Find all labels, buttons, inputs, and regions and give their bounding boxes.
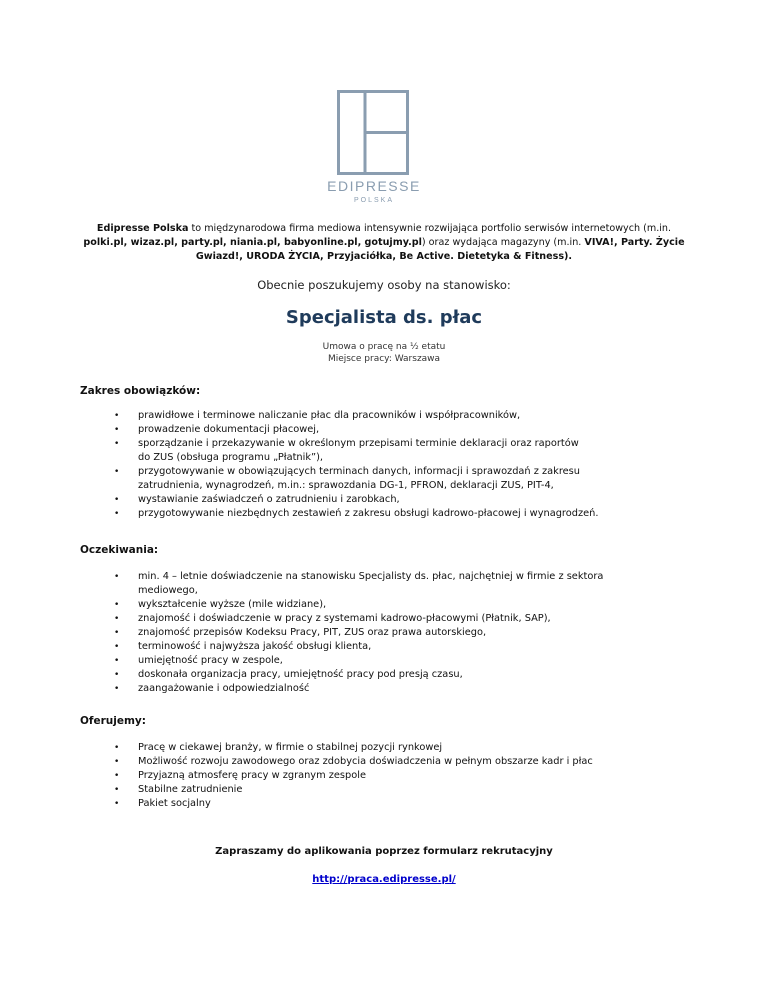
list-offer	[80, 741, 680, 811]
list-item-text: do ZUS (obsługa programu „Płatnik”),	[138, 452, 324, 463]
list-item	[80, 640, 680, 654]
intro-sites: polki.pl, wizaz.pl, party.pl, niania.pl, babyonline.pl, gotujmy.pl	[83, 237, 422, 248]
list-duties	[80, 409, 680, 521]
list-item	[80, 507, 680, 521]
list-item-text: min. 4 – letnie doświadczenie na stanowisku Specjalisty ds. płac, najchętniej w firmie z sektora	[138, 571, 604, 582]
bullet-icon: •	[114, 628, 120, 638]
list-item-text: Przyjazną atmosferę pracy w zgranym zespole	[138, 770, 366, 781]
apply-cta: Zapraszamy do aplikowania poprzez formularz rekrutacyjny	[215, 846, 553, 857]
list-item	[80, 797, 680, 811]
bullet-icon: •	[114, 509, 120, 519]
section-title-duties: Zakres obowiązków:	[80, 385, 201, 397]
list-item-text: terminowość i najwyższa jakość obsługi klienta,	[138, 641, 372, 652]
list-item	[80, 783, 680, 797]
logo-wordmark: EDIPRESSE	[327, 178, 421, 194]
bullet-icon: •	[114, 670, 120, 680]
list-item-text: prawidłowe i terminowe naliczanie płac dla pracowników i współpracowników,	[138, 410, 521, 421]
list-item-text: znajomość przepisów Kodeksu Pracy, PIT, ZUS oraz prawa autorskiego,	[138, 627, 487, 638]
list-item-text: Pakiet socjalny	[138, 798, 211, 809]
bullet-icon: •	[114, 572, 120, 582]
list-item	[80, 626, 680, 640]
bullet-icon: •	[114, 425, 120, 435]
list-item-text: zaangażowanie i odpowiedzialność	[138, 683, 310, 694]
list-item-text: wystawianie zaświadczeń o zatrudnieniu i zarobkach,	[138, 494, 400, 505]
bullet-icon: •	[114, 614, 120, 624]
bullet-icon: •	[114, 799, 120, 809]
job-meta	[0, 341, 768, 365]
list-item-text: mediowego,	[138, 585, 198, 596]
list-item-text: wykształcenie wyższe (mile widziane),	[138, 599, 327, 610]
list-item	[80, 769, 680, 783]
bullet-icon: •	[114, 656, 120, 666]
list-item	[80, 437, 680, 465]
bullet-icon: •	[114, 743, 120, 753]
list-item-text: przygotowywanie w obowiązujących terminach danych, informacji i sprawozdań z zakresu	[138, 466, 580, 477]
list-item-text: doskonała organizacja pracy, umiejętność pracy pod presją czasu,	[138, 669, 463, 680]
intro-text-1: to międzynarodowa firma mediowa intensywnie rozwijająca portfolio serwisów internetowych (m.in.	[188, 223, 672, 234]
section-title-offer: Oferujemy:	[80, 715, 146, 727]
bullet-icon: •	[114, 467, 120, 477]
bullet-icon: •	[114, 495, 120, 505]
list-item	[80, 668, 680, 682]
bullet-icon: •	[114, 642, 120, 652]
list-item-text: sporządzanie i przekazywanie w określonym przepisami terminie deklaracji oraz raportów	[138, 438, 579, 449]
bullet-icon: •	[114, 600, 120, 610]
list-item-text: umiejętność pracy w zespole,	[138, 655, 283, 666]
list-item	[80, 755, 680, 769]
list-item	[80, 409, 680, 423]
list-expectations	[80, 570, 680, 696]
lead-text: Obecnie poszukujemy osoby na stanowisko:	[257, 278, 511, 292]
company-name: Edipresse Polska	[96, 223, 189, 234]
contract-type: Umowa o pracę na ½ etatu	[322, 342, 446, 352]
company-intro	[80, 222, 688, 264]
job-title: Specjalista ds. płac	[285, 307, 483, 328]
list-item-text: prowadzenie dokumentacji płacowej,	[138, 424, 320, 435]
bullet-icon: •	[114, 757, 120, 767]
list-item-text: Stabilne zatrudnienie	[138, 784, 243, 795]
list-item	[80, 570, 680, 598]
list-item	[80, 598, 680, 612]
list-item	[80, 423, 680, 437]
logo-subtitle: POLSKA	[353, 197, 394, 204]
bullet-icon: •	[114, 785, 120, 795]
list-item	[80, 654, 680, 668]
apply-link-wrap	[0, 874, 768, 885]
section-title-expectations: Oczekiwania:	[80, 544, 159, 556]
list-item	[80, 612, 680, 626]
list-item-text: przygotowywanie niezbędnych zestawień z zakresu obsługi kadrowo-płacowej i wynagrodzeń.	[138, 508, 599, 519]
bullet-icon: •	[114, 439, 120, 449]
list-item	[80, 682, 680, 696]
intro-magazines: VIVA!, Party. Życie Gwiazd!, URODA ŻYCIA, Przyjaciółka, Be Active. Dietetyka & Fitness).	[195, 237, 685, 262]
intro-text-2: ) oraz wydająca magazyny (m.in.	[421, 237, 585, 248]
list-item-text: Możliwość rozwoju zawodowego oraz zdobycia doświadczenia w pełnym obszarze kadr i płac	[138, 756, 593, 767]
list-item	[80, 465, 680, 493]
list-item	[80, 493, 680, 507]
list-item-text: znajomość i doświadczenie w pracy z systemami kadrowo-płacowymi (Płatnik, SAP),	[138, 613, 551, 624]
list-item	[80, 741, 680, 755]
recruitment-link[interactable]: http://praca.edipresse.pl/	[312, 874, 456, 885]
bullet-icon: •	[114, 411, 120, 421]
bullet-icon: •	[114, 771, 120, 781]
list-item-text: zatrudnienia, wynagrodzeń, m.in.: sprawozdania DG-1, PFRON, deklaracji ZUS, PIT-4,	[138, 480, 554, 491]
bullet-icon: •	[114, 684, 120, 694]
list-item-text: Pracę w ciekawej branży, w firmie o stabilnej pozycji rynkowej	[138, 742, 443, 753]
work-location: Miejsce pracy: Warszawa	[327, 354, 441, 364]
